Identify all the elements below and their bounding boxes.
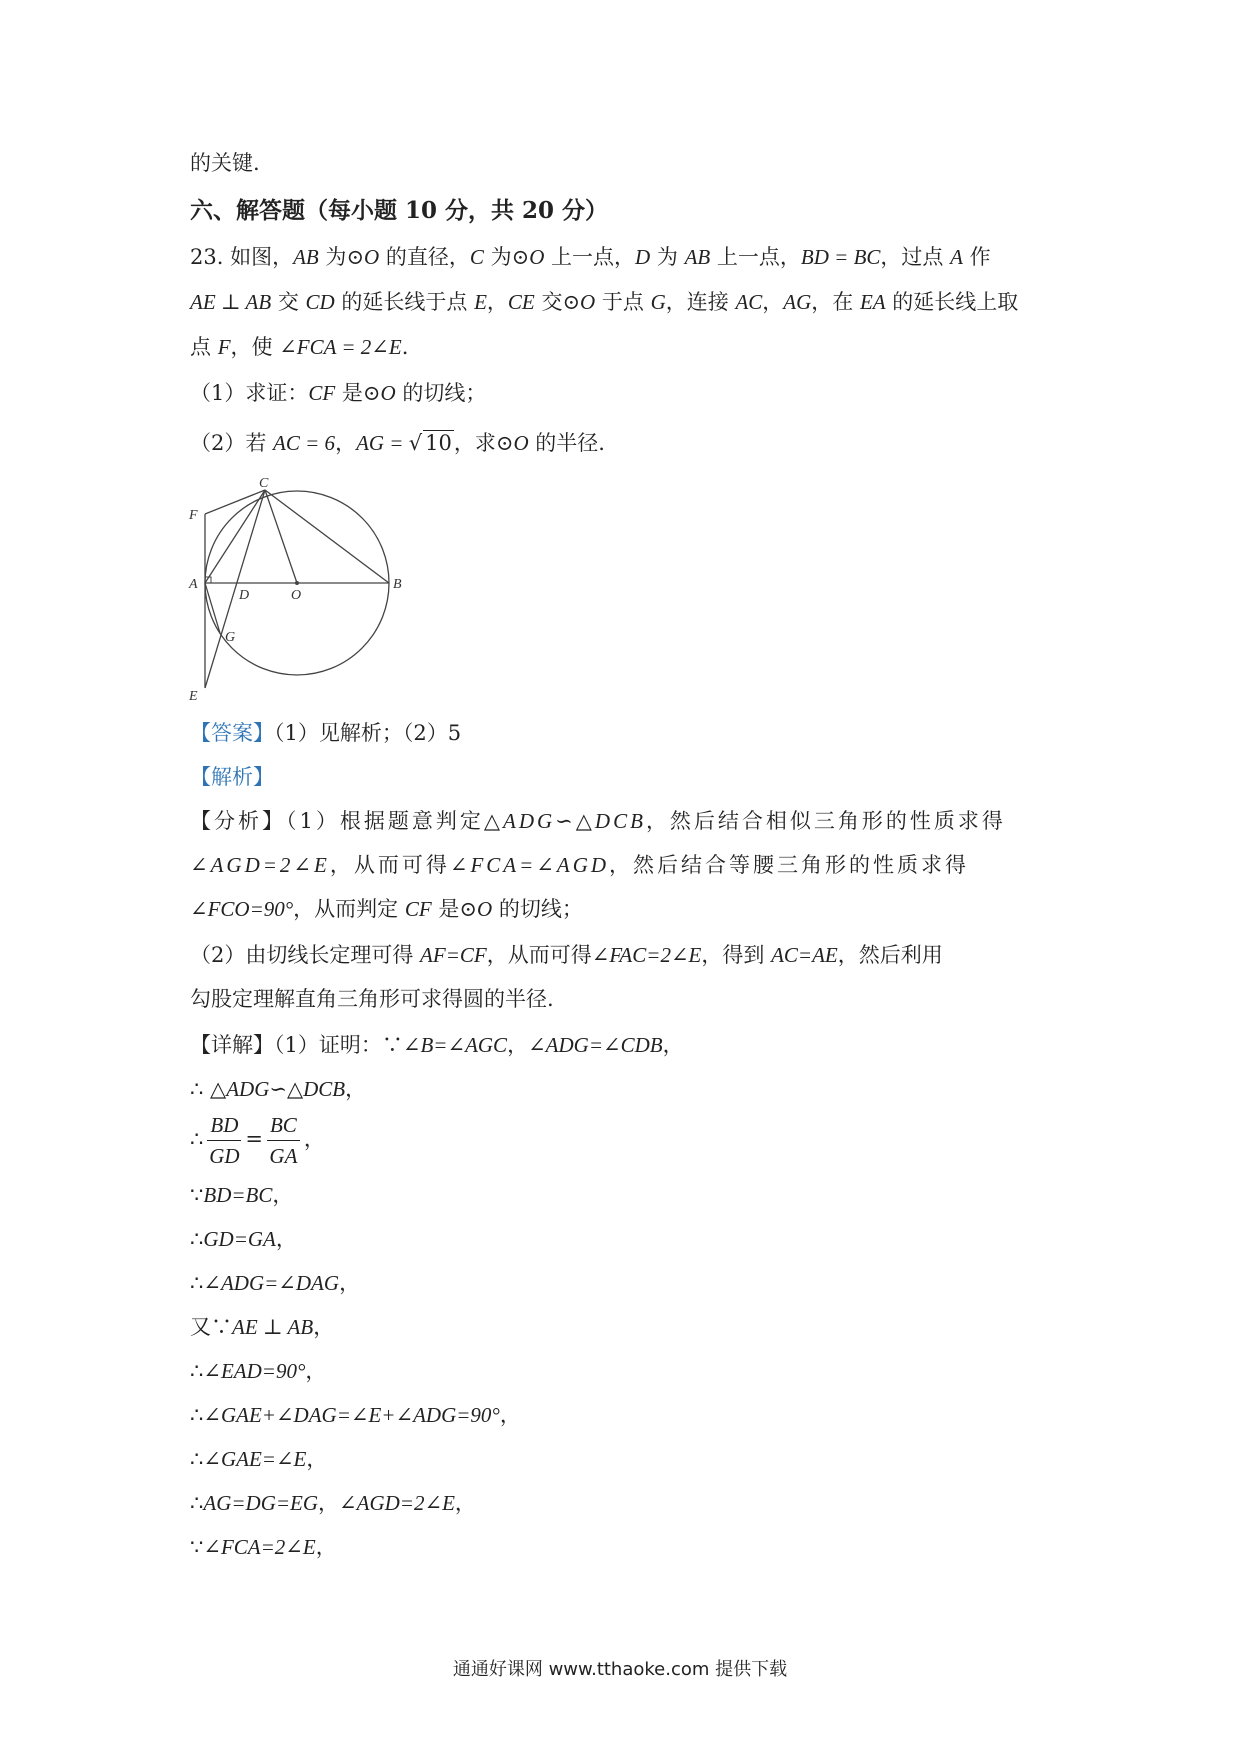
text: ， — [499, 1403, 521, 1427]
sqrt-radicand: 10 — [425, 431, 452, 455]
detail-line-12 — [190, 1532, 337, 1562]
text: ∴ — [190, 1403, 204, 1427]
detail-line-8 — [190, 1356, 326, 1386]
math: AG = — [356, 431, 409, 455]
analysis-line-2 — [190, 850, 969, 880]
question-part-1 — [190, 378, 486, 408]
detail-line-4 — [190, 1180, 293, 1210]
detail-line-7 — [190, 1312, 334, 1342]
math: ∠FCO=90° — [190, 897, 294, 921]
math: AG=DG=EG — [203, 1491, 319, 1515]
answer-line — [190, 718, 461, 748]
text: ，使 — [230, 335, 280, 359]
analysis-line-5: 勾股定理解直角三角形可求得圆的半径. — [190, 987, 554, 1011]
text: 是 — [431, 897, 460, 921]
math: E — [474, 290, 487, 314]
text: ∴ — [190, 1227, 204, 1251]
math: AC = 6 — [273, 431, 336, 455]
text: ， — [762, 290, 784, 314]
math: BD = BC — [800, 245, 881, 269]
line-cf — [205, 490, 265, 514]
detail-line-10 — [190, 1444, 327, 1474]
answer-label: 【答案】 — [190, 721, 274, 745]
math: ∠FCA=2∠E — [203, 1535, 316, 1559]
math: ∠FCA = 2∠E — [279, 335, 402, 359]
text: ， — [272, 1183, 294, 1207]
math: F — [217, 335, 231, 359]
text: 上一点， — [710, 245, 801, 269]
math: △ADG∽△DCB — [210, 1077, 346, 1101]
math: CE — [507, 290, 535, 314]
text: ， — [454, 1491, 476, 1515]
text: 的半径. — [528, 431, 605, 455]
analysis-line-4 — [190, 940, 943, 970]
numerator: BD — [207, 1110, 241, 1141]
math: AC — [735, 290, 763, 314]
math: AF=CF — [420, 943, 487, 967]
continued-text: 的关键. — [190, 151, 260, 175]
text: ，从而可得 — [486, 943, 592, 967]
text: ∵ — [190, 1535, 204, 1559]
text: ∴ — [190, 1127, 204, 1151]
text: 的延长线上取 — [885, 290, 1019, 314]
text: 交 — [271, 290, 306, 314]
line-co — [265, 490, 297, 583]
text: 为 — [483, 245, 512, 269]
math: ∠FCA=∠AGD — [449, 853, 610, 877]
question-part-2 — [190, 428, 605, 458]
math: GD=GA — [203, 1227, 276, 1251]
math: ∠EAD=90° — [203, 1359, 306, 1383]
question-line-3 — [190, 332, 408, 362]
label-d: D — [239, 588, 250, 603]
text: ， — [315, 1535, 337, 1559]
text: 交 — [534, 290, 563, 314]
detail-line-9 — [190, 1400, 521, 1430]
question-line-2 — [190, 287, 1018, 317]
math: ⊙O — [459, 897, 493, 921]
text: 【详解】（1）证明：∵ — [190, 1033, 403, 1057]
section-title: 六、解答题（每小题 10 分，共 20 分） — [190, 197, 609, 224]
math: AG — [783, 290, 812, 314]
math: AE ⊥ AB — [232, 1315, 314, 1339]
text: 的直径， — [379, 245, 470, 269]
geometry-figure — [185, 478, 415, 718]
text: （2）由切线长定理可得 — [190, 943, 421, 967]
text: ， — [345, 1077, 367, 1101]
text: ∴ — [190, 1447, 204, 1471]
detail-line-3 — [190, 1110, 325, 1171]
text: 是 — [335, 381, 363, 405]
question-line-1 — [190, 242, 991, 272]
text: ，得到 — [701, 943, 772, 967]
math: ∠AGD=2∠E — [190, 853, 330, 877]
text: ，在 — [811, 290, 860, 314]
math: A — [950, 245, 963, 269]
math: ⊙O — [495, 431, 529, 455]
sqrt-symbol: √ — [408, 431, 423, 455]
detail-line-6 — [190, 1268, 360, 1298]
math: ⊙O — [511, 245, 545, 269]
math: CF — [404, 897, 432, 921]
text: ，求 — [453, 431, 496, 455]
math: ∠B=∠AGC — [402, 1033, 508, 1057]
line-cb — [265, 490, 389, 583]
math: D — [635, 245, 651, 269]
center-point — [295, 581, 299, 585]
text: 上一点， — [544, 245, 636, 269]
line-ag — [205, 583, 220, 633]
text: ， — [318, 1491, 340, 1515]
text: ，然后利用 — [837, 943, 943, 967]
text: ， — [313, 1315, 335, 1339]
text: ，过点 — [880, 245, 951, 269]
detail-line-1 — [190, 1030, 684, 1060]
math: G — [650, 290, 666, 314]
analysis-line-1 — [190, 806, 1006, 836]
math: EA — [859, 290, 886, 314]
text: ， — [275, 1227, 297, 1251]
math: CF — [308, 381, 336, 405]
text: ∵ — [190, 1183, 204, 1207]
text: ， — [335, 431, 357, 455]
fraction-bd-gd — [207, 1110, 241, 1171]
label-o: O — [291, 588, 302, 603]
line-ce — [205, 490, 265, 688]
analysis-label: 【解析】 — [190, 765, 274, 789]
label-c: C — [259, 478, 269, 491]
equals-sign: = — [245, 1127, 263, 1151]
text: ，连接 — [665, 290, 736, 314]
math: ⊙O — [346, 245, 380, 269]
text: 为 — [318, 245, 347, 269]
text: 的切线； — [492, 897, 583, 921]
text: ， — [339, 1271, 361, 1295]
label-a: A — [189, 577, 198, 592]
detail-line-2 — [190, 1074, 366, 1104]
math: ∠GAE=∠E — [203, 1447, 307, 1471]
text: 于点 — [595, 290, 651, 314]
text: ∴ — [190, 1359, 204, 1383]
label-e: E — [189, 689, 198, 704]
text: （1）求证： — [190, 381, 309, 405]
text: ， — [662, 1033, 684, 1057]
math: ⊙O — [362, 381, 396, 405]
text: ， — [305, 1359, 327, 1383]
math: ∠GAE+∠DAG=∠E+∠ADG=90° — [203, 1403, 500, 1427]
text: ，从而可得 — [329, 853, 450, 877]
detail-line-5 — [190, 1224, 297, 1254]
label-b: B — [393, 577, 402, 592]
denominator: GA — [269, 1144, 298, 1168]
page-footer: 通通好课网 www.tthaoke.com 提供下载 — [452, 1659, 788, 1680]
label-f: F — [189, 508, 198, 523]
fraction-bc-ga — [267, 1110, 300, 1171]
line-ca — [205, 490, 265, 583]
math: C — [469, 245, 484, 269]
text: 如图， — [230, 245, 294, 269]
math: ∠ADG=∠DAG — [203, 1271, 340, 1295]
text: 的延长线于点 — [334, 290, 475, 314]
text: ，然后结合相似三角形的性质求得 — [645, 809, 1006, 833]
denominator: GD — [209, 1144, 240, 1168]
analysis-line-3 — [190, 894, 583, 924]
text: 点 — [190, 335, 218, 359]
math: △ADG∽△DCB — [483, 809, 646, 833]
answer-text: （1）见解析；（2）5 — [274, 721, 462, 745]
text: ∴ — [190, 1271, 204, 1295]
math: AC=AE — [771, 943, 838, 967]
text: ，从而判定 — [293, 897, 405, 921]
math: AE ⊥ AB — [190, 290, 272, 314]
math: ∠AGD=2∠E — [339, 1491, 455, 1515]
question-number: 23. — [190, 245, 224, 269]
label-g: G — [225, 630, 236, 645]
text: （2）若 — [190, 431, 274, 455]
math: ∠FAC=2∠E — [591, 943, 702, 967]
text: ， — [303, 1127, 325, 1151]
text: 为 — [650, 245, 685, 269]
text: ∴ — [190, 1491, 204, 1515]
text: 【分析】（1）根据题意判定 — [190, 809, 484, 833]
text: 的切线； — [395, 381, 487, 405]
text: 作 — [962, 245, 991, 269]
detail-line-11 — [190, 1488, 476, 1518]
text: ， — [486, 290, 508, 314]
math: ∠ADG=∠CDB — [528, 1033, 663, 1057]
text: . — [401, 335, 409, 359]
math: AB — [293, 245, 319, 269]
math: ⊙O — [562, 290, 596, 314]
math: BD=BC — [203, 1183, 273, 1207]
text: ，然后结合等腰三角形的性质求得 — [609, 853, 970, 877]
math: AB — [684, 245, 711, 269]
text: ， — [507, 1033, 529, 1057]
numerator: BC — [267, 1110, 300, 1141]
math: CD — [305, 290, 335, 314]
text: ， — [306, 1447, 328, 1471]
text: 又∵ — [190, 1315, 232, 1339]
text: ∴ — [190, 1077, 211, 1101]
